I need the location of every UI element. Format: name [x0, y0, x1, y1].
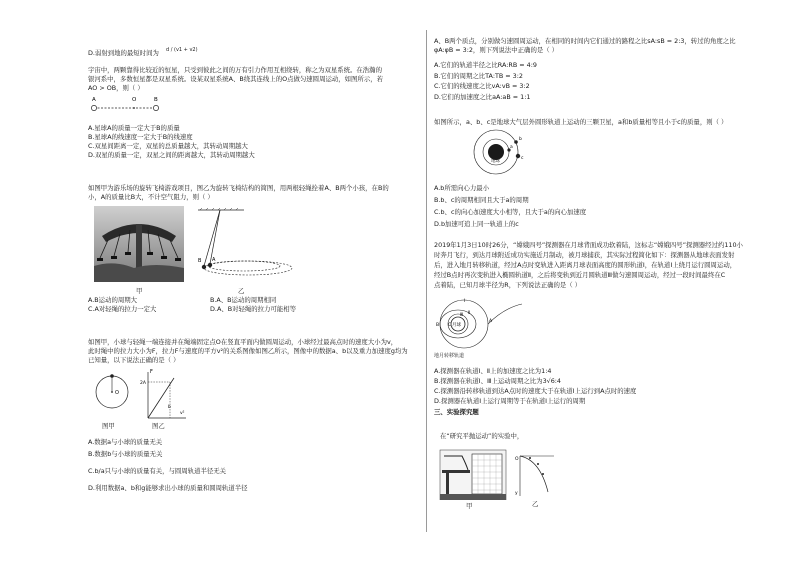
- force-velocity-graph: [140, 368, 190, 422]
- option-a: A.b所需向心力最小: [434, 184, 490, 192]
- figure-label-jia: 图甲: [102, 422, 115, 430]
- option-c: C.A对轻绳的拉力一定大: [88, 305, 157, 313]
- satellite-c: [516, 154, 520, 158]
- option-b: B.它们的周期之比TA:TB = 3:2: [434, 71, 523, 80]
- option-d: D.b加速可追上同一轨道上的c: [434, 220, 519, 228]
- label-y: y: [515, 491, 518, 496]
- option-c: C.b、c的向心加速度大小相等，且大于a的向心加速度: [434, 208, 587, 216]
- question-text-line: A、B两个质点，分别做匀速圆周运动，在相同的时间内它们通过的路程之比sA:sB = 2:3，转过的角度之比: [434, 37, 736, 45]
- column-divider: [426, 30, 427, 532]
- question-satellites: [434, 118, 774, 127]
- center-point-o: [133, 107, 135, 109]
- question-text-line: 后，进入地月转移轨道，经过A点时变轨进入距离月球表面高度的圆形轨道Ⅰ，在轨道Ⅰ上绕月运行圆周运动，: [434, 261, 737, 269]
- option-d: D.利用数据a、b和g能够求出小球的质量和圆周轨道半径: [88, 484, 248, 492]
- option-c: C.它们的线速度之比vA:vB = 3:2: [434, 82, 530, 90]
- figure-label-jia: 甲: [466, 502, 473, 510]
- question-text-line: 经过B点时再次变轨进入椭圆轨道Ⅱ，之后将变轨到近月圆轨道Ⅲ做匀速圆周运动，经过一段时间最终在C: [434, 271, 726, 279]
- question-text-line: 时奔月飞行，到达月球附近成功实施近月制动，被月球捕获，其实际过程简化如下：探测器从地球表面发射: [434, 251, 735, 259]
- question-text-line: 如图甲，小球与轻绳一端连接并在绳端固定点O在竖直平面内做圆周运动，小球经过最高点时的速度大小为v，: [88, 338, 398, 346]
- ball-options: [88, 438, 248, 493]
- label-a: A: [92, 97, 96, 103]
- trace-point: [542, 473, 544, 475]
- option-a: A.探测器在轨道Ⅰ、Ⅱ上的加速度之比为1:4: [434, 367, 552, 375]
- question-text-line: 已知量，以下说法正确的是（ ）: [88, 356, 180, 364]
- ball-b: [202, 265, 206, 269]
- label-moon: 月球: [452, 323, 461, 328]
- question-text-line: 此时绳中的拉力大小为F，拉力F与速度的平方v²的关系图像如图乙所示，图像中的数据a、b以及重力加速度g均为: [88, 347, 408, 355]
- ball: [110, 374, 114, 378]
- label-orbit-one: Ⅰ: [464, 299, 466, 304]
- option-b: B.星球A的线速度一定大于B的线速度: [88, 133, 193, 141]
- axis-label-f: F: [150, 369, 153, 375]
- label-orbit-two: Ⅱ: [468, 311, 471, 316]
- star-b: [153, 105, 158, 110]
- label-b: B: [198, 258, 202, 264]
- question-swing-ride: [88, 184, 416, 202]
- label-b: b: [519, 137, 522, 142]
- option-a: A.星球A的质量一定大于B的质量: [88, 124, 180, 132]
- swing-ride-photo: [94, 206, 184, 282]
- figure-label-yi: 乙: [532, 500, 539, 508]
- label-c: c: [521, 156, 524, 161]
- label-earth: 地球: [491, 159, 500, 164]
- star-a: [91, 105, 96, 110]
- binary-options: [88, 124, 255, 160]
- axis-label-v2: v²: [180, 411, 185, 416]
- figure-label-yi: 乙: [238, 287, 245, 295]
- table-top: [442, 470, 470, 473]
- label-a: a: [510, 145, 513, 150]
- question-two-particles: [434, 37, 774, 55]
- lunar-probe-options: [434, 366, 636, 406]
- ride-options-right: [210, 296, 296, 314]
- label-point-a: A: [489, 319, 493, 324]
- earth: [488, 144, 504, 160]
- table-leg: [446, 473, 449, 497]
- lunar-orbit-figure: [434, 294, 524, 352]
- question-text-line: 点着陆，已知月球半径为R，下列说法正确的是（ ）: [434, 281, 582, 289]
- binary-star-figure: [88, 94, 168, 116]
- option-b: B.数据b与小球的质量无关: [88, 450, 163, 458]
- label-point-c: C: [448, 323, 452, 328]
- fraction-expression: d / (v1 + v2): [165, 47, 198, 53]
- satellite-orbits-figure: [472, 128, 542, 178]
- option-d: D.探测器在轨道Ⅰ上运行周期等于在轨道Ⅰ上运行的周期: [434, 397, 586, 405]
- tick-2a: 2A: [140, 381, 146, 386]
- option-d: D.它们的加速度之比aA:aB = 1:1: [434, 92, 531, 101]
- trace-point: [537, 463, 539, 465]
- label-orbit-three: Ⅲ: [460, 313, 464, 318]
- question-binary-star: [88, 66, 416, 93]
- satellite-b: [514, 140, 518, 144]
- question-text-line: 如图所示，a、b、c是地球大气层外圆形轨道上运动的三颗卫星，a和b质量相等且小于c的质量，则（ ）: [434, 118, 728, 126]
- two-particles-options: [434, 60, 537, 102]
- orbit-inner: [208, 261, 280, 271]
- pivot-o: [111, 391, 113, 393]
- option-d: D.A、B对轻绳的拉力可能相等: [210, 305, 297, 313]
- label-o: O: [115, 390, 119, 396]
- question-text-line: AO > OB，则（ ）: [88, 84, 144, 92]
- question-lunar-probe: [434, 240, 774, 290]
- base-board: [440, 494, 506, 500]
- question-text-line: 如图甲为游乐场的旋转飞椅游戏项目，图乙为旋转飞椅结构的简图，用两根轻绳拴着A、B两个小孩，在B的: [88, 184, 389, 192]
- option-b: B.A、B运动的周期相同: [210, 296, 277, 304]
- satellite-options: [434, 182, 586, 230]
- question-text-line: 银河系中，多数恒星都是双星系统。设某双星系统A、B绕其连线上的O点做匀速圆周运动，如图所示，若: [88, 75, 383, 83]
- option-c: C.双星间距离一定，双星的总质量越大，其转动周期越大: [88, 142, 248, 150]
- option-c: C.b/a只与小球的质量有关，与圆周轨道半径无关: [88, 467, 227, 475]
- option-b: B.探测器在轨道Ⅰ、Ⅲ上运动周期之比为3√6:4: [434, 377, 561, 385]
- option-a: A.B运动的周期大: [88, 296, 138, 304]
- swing-ride-diagram: [198, 208, 298, 280]
- label-point-b: B: [436, 323, 440, 328]
- option-c: C.探测器沿转移轨道到达A点时的速度大于在轨道Ⅰ上运行到A点时的速度: [434, 387, 637, 395]
- ride-options-left: [88, 296, 156, 314]
- tick-b: b: [168, 405, 171, 410]
- transfer-path: [488, 304, 522, 324]
- figure-label-jia: 甲: [136, 287, 143, 295]
- question-text-line: φA:φB = 3:2，则下列说法中正确的是（ ）: [434, 46, 559, 54]
- rope-a: [210, 210, 220, 264]
- option-a: A.数据a与小球的质量无关: [88, 438, 163, 446]
- option-d: D.双星的质量一定，双星之间的距离越大，其转动周期越大: [88, 151, 255, 159]
- vertical-circle-figure: [92, 370, 132, 422]
- orbit-outer: [204, 261, 292, 275]
- label-a: A: [212, 257, 216, 263]
- question-text-line: 小，A的质量比B大，不计空气阻力，则（ ）: [88, 193, 214, 201]
- option-a: A.它们的轨道半径之比RA:RB = 4:9: [434, 61, 537, 69]
- section-heading: 三、实验探究题: [434, 408, 479, 416]
- question-tail: [88, 40, 198, 59]
- trace-point: [529, 457, 531, 459]
- question-text-line: 宇宙中，两颗靠得比较近的恒星，只受到彼此之间的万有引力作用互相绕转，称之为双星系统。在浩瀚的: [88, 66, 382, 74]
- figure-caption: 地月转移轨道: [434, 353, 465, 359]
- question-ball-rope: [88, 338, 416, 365]
- label-o: O: [515, 457, 519, 462]
- projectile-apparatus-figure: [436, 448, 508, 500]
- label-o: O: [132, 97, 137, 103]
- question-text-line: 2019年1月3日10时26分，“嫦娥四号”探测器在月球背面成功软着陆，这标志“嫦娥四号”探测器经过约110小: [434, 241, 743, 249]
- ball-a: [208, 263, 212, 267]
- question-text-line: D.弱射到地的最短时间为: [88, 49, 159, 57]
- label-b: B: [154, 97, 158, 103]
- trajectory-figure: [514, 452, 556, 498]
- option-b: B.b、c的周期相同且大于a的周期: [434, 196, 529, 204]
- question-experiment: 在“研究平抛运动”的实验中，: [440, 432, 524, 440]
- figure-label-yi: 图乙: [152, 422, 165, 430]
